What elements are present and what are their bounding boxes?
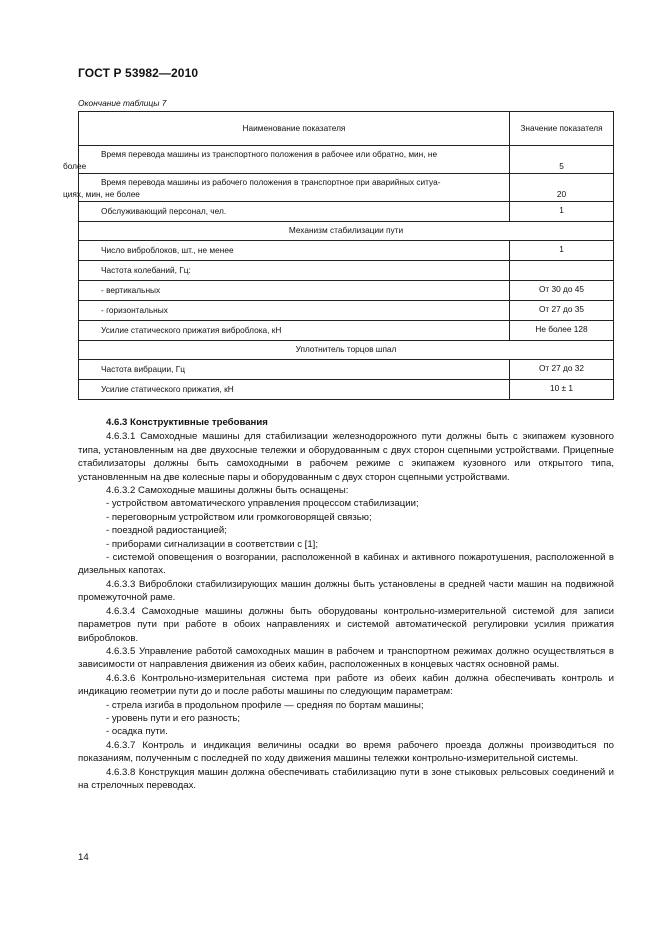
row-name-line-1: Время перевода машины из рабочего положения в транспортное при аварийных ситуа- (101, 177, 441, 187)
list-item: - системой оповещения о возгорании, расположенной в кабинах и активного пожаротушения, расположенной в дизельных капотах. (78, 552, 614, 577)
section-body (78, 416, 614, 792)
paragraph: 4.6.3.1 Самоходные машины для стабилизации железнодорожного пути должны быть с экипажем кузовного типа, установленным на две двухосные тележки и оборудованным с двух сторон сцепными устройствами. Прицепные стабилизаторы должны быть самоходными в рабочем режиме с экипажем кузовного или открытого типа, установленным на две колесные пары и оборудованным с двух сторон сцепными устройствами. (78, 431, 614, 483)
list-item: - стрела изгиба в продольном профиле — средняя по бортам машины; (106, 699, 424, 711)
paragraph: 4.6.3.5 Управление работой самоходных машин в рабочем и транспортном режимах должно осуществляться в зависимости от направления движения из обеих кабин, расположенных в концевых частях основной рамы. (78, 645, 614, 671)
row-name-line-2: циях, мин, не более (63, 188, 140, 199)
table-row (79, 146, 614, 174)
list-item: - поездной радиостанцией; (106, 525, 227, 537)
column-header-value: Значение показателя (510, 112, 614, 146)
row-value: 10 ± 1 (510, 380, 614, 400)
table-row (79, 380, 614, 400)
row-value: 20 (510, 174, 614, 202)
row-value: 1 (510, 241, 614, 261)
paragraph: 4.6.3.2 Самоходные машины должны быть оснащены: (106, 485, 349, 497)
page-number: 14 (78, 852, 89, 863)
row-name: Частота вибрации, Гц (79, 360, 510, 380)
row-name: Частота колебаний, Гц: (79, 261, 510, 281)
table-row (79, 360, 614, 380)
table-header-row (79, 112, 614, 146)
table-row (79, 202, 614, 222)
row-name (63, 174, 510, 202)
list-item: - устройством автоматического управления процессом стабилизации; (106, 498, 419, 510)
paragraph: 4.6.3.7 Контроль и индикация величины осадки во время рабочего проезда должны производиться по показаниям, полученным с последней по ходу движения машины тележки контрольно-измерительной системы. (78, 739, 614, 765)
table-row (79, 174, 614, 202)
list-item: - уровень пути и его разность; (106, 712, 241, 724)
table-row (79, 301, 614, 321)
table-row (79, 281, 614, 301)
row-value: 5 (510, 146, 614, 174)
row-name-line-2: более (63, 160, 87, 171)
row-name: Усилие статического прижатия виброблока, кН (79, 321, 510, 341)
row-value: От 30 до 45 (510, 281, 614, 301)
paragraph: 4.6.3.3 Виброблоки стабилизирующих машин должны быть установлены в средней части машин на подвижной промежуточной раме. (78, 578, 614, 604)
row-value: Не более 128 (510, 321, 614, 341)
list-item: - осадка пути. (106, 726, 168, 738)
specification-table (63, 111, 614, 400)
paragraph: 4.6.3.8 Конструкция машин должна обеспечивать стабилизацию пути в зоне стыковых рельсовых соединений и на стрелочных переводах. (78, 766, 614, 791)
row-name: Число виброблоков, шт., не менее (79, 241, 510, 261)
row-value: 1 (510, 202, 614, 222)
section-heading: 4.6.3 Конструктивные требования (106, 417, 268, 428)
table-caption: Окончание таблицы 7 (78, 98, 167, 108)
section-row (79, 341, 614, 360)
row-name: - вертикальных (79, 281, 510, 301)
section-title: Механизм стабилизации пути (79, 222, 614, 241)
paragraph: 4.6.3.4 Самоходные машины должны быть оборудованы контрольно-измерительной системой для записи параметров пути при работе в обоих направлениях и системой автоматической регулировки усилия прижатия виброблоков. (78, 605, 614, 644)
section-title: Уплотнитель торцов шпал (79, 341, 614, 360)
section-row (79, 222, 614, 241)
row-name: Усилие статического прижатия, кН (79, 380, 510, 400)
row-value: От 27 до 35 (510, 301, 614, 321)
table-row (79, 321, 614, 341)
row-name: Обслуживающий персонал, чел. (79, 202, 510, 222)
row-name (63, 146, 510, 174)
column-header-name: Наименование показателя (79, 112, 510, 146)
row-name-line-1: Время перевода машины из транспортного положения в рабочее или обратно, мин, не (101, 149, 438, 159)
table-row (79, 241, 614, 261)
list-item: - переговорным устройством или громкоговорящей связью; (106, 511, 372, 523)
paragraph: 4.6.3.6 Контрольно-измерительная система при работе из обеих кабин должна обеспечивать контроль и индикацию геометрии пути до и после работы машины по следующим параметрам: (78, 672, 614, 698)
row-value: От 27 до 32 (510, 360, 614, 380)
row-value (510, 261, 614, 281)
list-item: - приборами сигнализации в соответствии с [1]; (106, 538, 319, 550)
table-row (79, 261, 614, 281)
document-code: ГОСТ Р 53982—2010 (78, 66, 199, 80)
row-name: - горизонтальных (79, 301, 510, 321)
